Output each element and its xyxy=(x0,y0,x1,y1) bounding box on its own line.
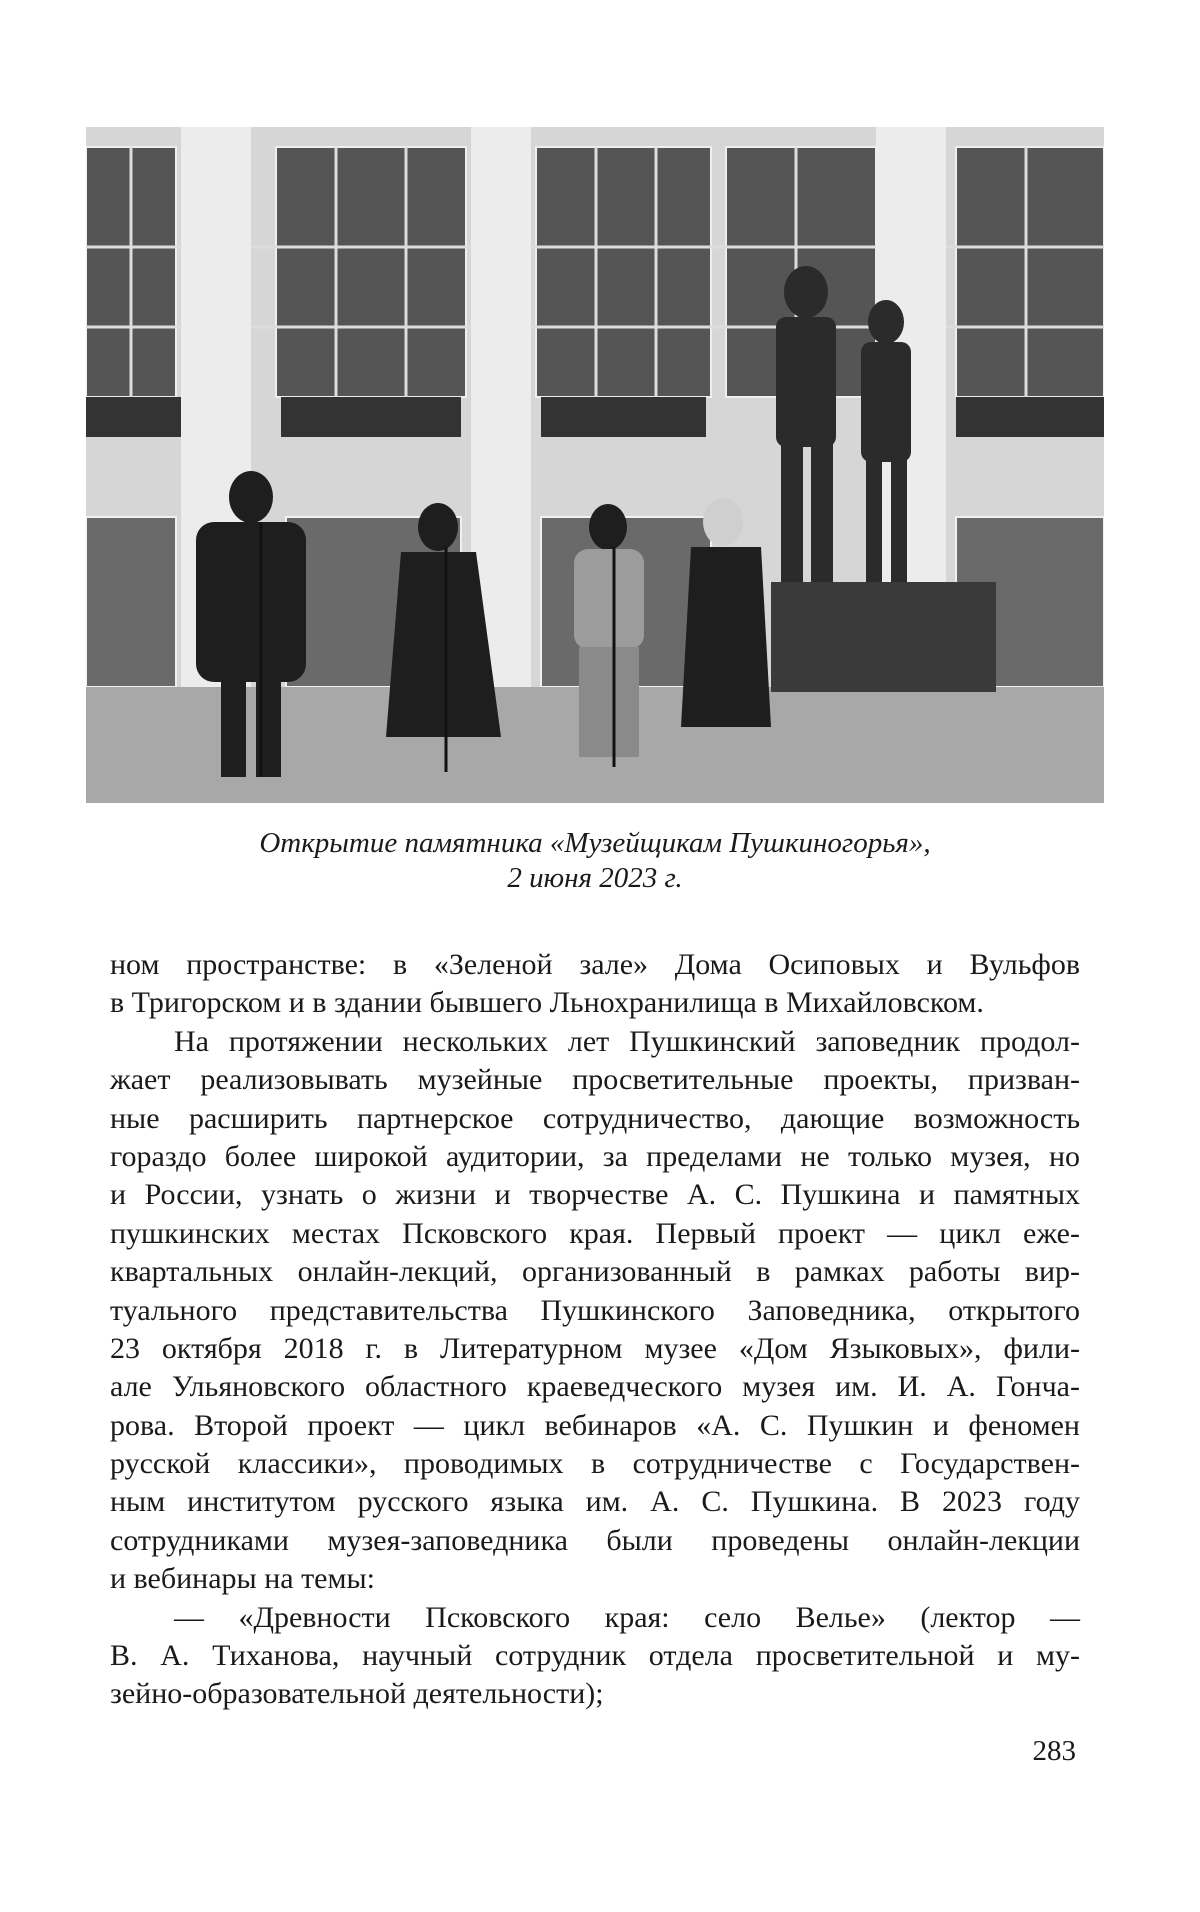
caption-line-2: 2 июня 2023 г. xyxy=(507,862,683,894)
text-line: ным институтом русского языка им. А. С. Пушкина. В 2023 году xyxy=(110,1485,1080,1519)
text-line: На протяжении нескольких лет Пушкинский заповедник продол- xyxy=(174,1024,1080,1058)
caption-line-1: Открытие памятника «Музейщикам Пушкиногорья», xyxy=(259,827,931,859)
text-line: сотрудниками музея-заповедника были проведены онлайн-лекции xyxy=(110,1523,1080,1557)
photo-image xyxy=(86,127,1104,803)
text-line: ные расширить партнерское сотрудничество, дающие возможность xyxy=(110,1101,1080,1135)
text-line: квартальных онлайн-лекций, организованный в рамках работы вир- xyxy=(110,1255,1080,1289)
text-line: и России, узнать о жизни и творчестве А. С. Пушкина и памятных xyxy=(110,1178,1080,1212)
event-photo xyxy=(86,127,1104,803)
text-line: жает реализовывать музейные просветительные проекты, призван- xyxy=(110,1063,1080,1097)
text-line: гораздо более широкой аудитории, за пределами не только музея, но xyxy=(110,1139,1080,1173)
text-line: и вебинары на темы: xyxy=(110,1562,375,1596)
text-line: зейно-образовательной деятельности); xyxy=(110,1677,604,1711)
text-line: ном пространстве: в «Зеленой зале» Дома Осиповых и Вульфов xyxy=(110,948,1080,981)
text-line: 23 октября 2018 г. в Литературном музее «Дом Языковых», фили- xyxy=(110,1331,1080,1365)
text-line: пушкинских местах Псковского края. Первый проект — цикл еже- xyxy=(110,1216,1080,1250)
photo-caption xyxy=(86,826,1104,896)
page-number: 283 xyxy=(1032,1735,1076,1767)
text-line: В. А. Тиханова, научный сотрудник отдела просветительной и му- xyxy=(110,1639,1080,1673)
text-line: в Тригорском и в здании бывшего Льнохранилища в Михайловском. xyxy=(110,986,984,1020)
text-line: — «Древности Псковского края: село Велье» (лектор — xyxy=(174,1600,1080,1634)
text-line: рова. Второй проект — цикл вебинаров «А. С. Пушкин и феномен xyxy=(110,1408,1080,1442)
text-line: туального представительства Пушкинского Заповедника, открытого xyxy=(110,1293,1080,1327)
text-line: але Ульяновского областного краеведческого музея им. И. А. Гонча- xyxy=(110,1370,1080,1404)
body-text xyxy=(110,946,1080,1714)
text-line: русской классики», проводимых в сотрудничестве с Государствен- xyxy=(110,1447,1080,1481)
